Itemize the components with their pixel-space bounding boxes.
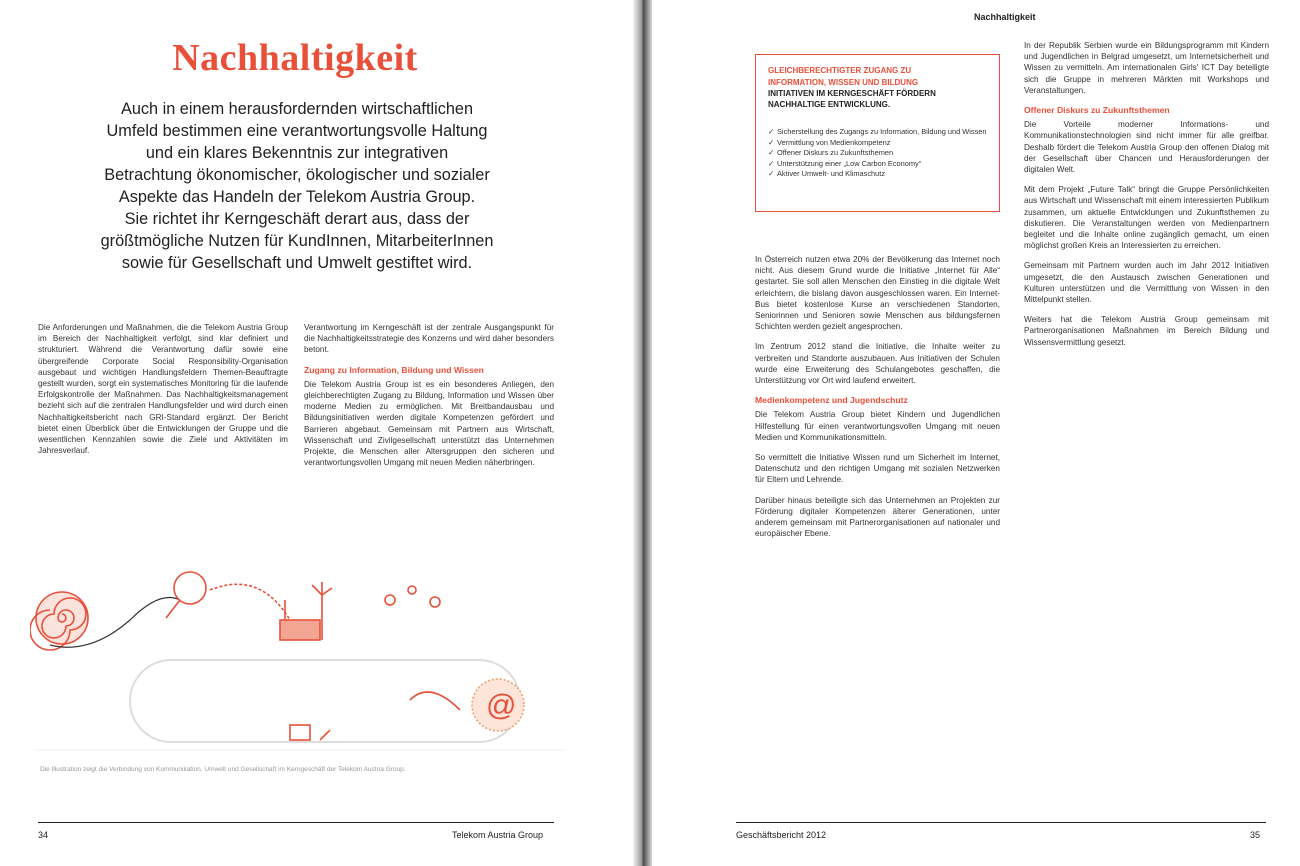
illustration-caption: Die Illustration zeigt die Verbindung von Kommunikation, Umwelt und Gesellschaft im Kerngeschäft der Telekom Austria Group.	[40, 766, 406, 773]
lead-line: Auch in einem herausfordernden wirtschaftlichen	[120, 100, 474, 118]
svg-text:@: @	[486, 689, 517, 722]
highlight-box	[755, 54, 1000, 212]
list-item: ✓ Sicherstellung des Zugangs zu Information, Bildung und Wissen	[768, 127, 987, 136]
check-icon: ✓	[768, 148, 775, 157]
connection-path	[410, 692, 460, 710]
list-item: ✓ Vermittlung von Medienkompetenz	[768, 137, 891, 147]
lead-line: Betrachtung ökonomischer, ökologischer und sozialer	[104, 166, 490, 184]
body-paragraph: Darüber hinaus beteiligte sich das Unternehmen an Projekten zur Förderung digitaler Kompetenzen älterer Generationen, unter anderem gemeinsam mit Partnerorganisationen auf nationaler und europäischer Ebene.	[755, 495, 1000, 539]
magnifier-icon	[166, 572, 206, 618]
sustainability-illustration	[30, 560, 570, 765]
city-icon	[290, 725, 330, 740]
at-sign-icon	[472, 679, 524, 731]
footer-report: Geschäftsbericht 2012	[736, 830, 827, 840]
body-paragraph: Im Zentrum 2012 stand die Initiative, die Inhalte weiter zu verbreiten und Standorte auszubauen. Aus Initiativen der Schulen wurde eine Erweiterung des Schulangebotes geschaffen, die Unterstützung vor Ort wird laufend erweitert.	[755, 342, 1000, 386]
lead-line: sowie für Gesellschaft und Umwelt gestiftet wird.	[121, 254, 473, 272]
body-paragraph: Die Anforderungen und Maßnahmen, die die Telekom Austria Group im Bereich der Nachhaltigkeit verfolgt, sind klar definiert und strukturiert. Während die Verantwortung dafür sowie eine übergreifende Corporate Social Responsibility-Organisation ausgebaut und wichtigen Handlungsfeldern Themen-Beauftragte gestellt wurden, sorgt ein systematisches Monitoring für die laufende Erfolgskontrolle der Maßnahmen. Das Nachhaltigkeitsmanagement bezieht sich auf die zentralen Handlungsfelder und wird durch einen Nachhaltigkeitsbericht nach GRI-Standard ergänzt. Der Bericht bietet einen Überblick über die Entwicklungen der Gruppe und die wesentlichen Kennzahlen sowie die Ziele und Aktivitäten im Jahresverlauf.	[38, 323, 288, 456]
list-item: ✓ Aktiver Umwelt- und Klimaschutz	[768, 169, 886, 178]
list-item: ✓ Offener Diskurs zu Zukunftsthemen	[768, 148, 894, 157]
lead-line: Umfeld bestimmen eine verantwortungsvolle Haltung	[106, 122, 488, 140]
body-paragraph: Die Telekom Austria Group ist es ein besonderes Anliegen, den gleichberechtigten Zugang zu Bildung, Information und Wissen über moderne Medien zu ermöglichen. Mit Breitbandausbau und Bildungsinitiativen werden digitale Kompetenzen gefördert und Barrieren abgebaut. Gemeinsam mit Partnern aus Wirtschaft, Wissenschaft und Zivilgesellschaft unterstützt das Unternehmen Projekte, die Menschen aller Altersgruppen den sicheren und verantwortungsvollen Umgang mit neuen Medien näherbringen.	[304, 379, 554, 468]
body-paragraph: Die Vorteile moderner Informations- und Kommunikationstechnologien sind nicht immer für alle greifbar. Deshalb fördert die Telekom Austria Group den offenen Dialog mit der Gesellschaft über Chancen und Herausforderungen der digitalen Welt.	[1024, 120, 1269, 175]
lead-paragraph	[62, 98, 532, 274]
lead-line: Aspekte das Handeln der Telekom Austria Group.	[118, 188, 476, 206]
body-paragraph: Gemeinsam mit Partnern wurden auch im Jahr 2012 Initiativen umgesetzt, die den Austausch zwischen Generationen und Kulturen unterstützen und die Vermittlung von Wissen in den Mittelpunkt stellen.	[1024, 261, 1269, 305]
box-heading: INFORMATION, WISSEN UND BILDUNG	[768, 78, 919, 87]
section-heading: Zugang zu Information, Bildung und Wissen	[304, 364, 484, 375]
checklist	[768, 127, 987, 180]
book-spine	[633, 0, 652, 866]
body-paragraph: In der Republik Serbien wurde ein Bildungsprogramm mit Kindern und Jugendlichen in Belgrad umgesetzt, um Internetsicherheit und Wissen zu vermitteln. Am internationalen Girls' ICT Day beteiligte sich die Gruppe in mehreren Märkten mit Workshops und Veranstaltungen.	[1024, 41, 1269, 95]
balloon-icons	[385, 586, 440, 607]
check-icon: ✓	[768, 137, 775, 147]
body-paragraph: So vermittelt die Initiative Wissen rund um Sicherheit im Internet, Datenschutz und den richtigen Umgang mit sozialen Netzwerken für Eltern und Lehrende.	[755, 453, 1000, 485]
section-heading: Medienkompetenz und Jugendschutz	[755, 395, 908, 406]
body-paragraph: Die Telekom Austria Group bietet Kindern und Jugendlichen Hilfestellung für einen verantwortungsvollen Umgang mit neuen Medien und Kommunikationsmitteln.	[755, 410, 1000, 442]
page-number: 34	[38, 830, 49, 840]
body-paragraph: In Österreich nutzen etwa 20% der Bevölkerung das Internet noch nicht. Aus diesem Grund wurde die Initiative „Internet für Alle“ gestartet. Sie soll allen Menschen den Einstieg in die digitale Welt erleichtern, die bislang davon ausgeschlossen waren. Ein Internet-Bus bietet kostenlose Kurse an verschiedenen Standorten, Seniorinnen und Senioren sowie Menschen aus bildungsfernen Schichten werden gezielt angesprochen.	[755, 255, 1000, 332]
box-heading: GLEICHBERECHTIGTER ZUGANG ZU	[768, 66, 912, 75]
footer-company: Telekom Austria Group	[452, 830, 544, 840]
page-title: Nachhaltigkeit	[172, 37, 418, 79]
right-page	[652, 0, 1300, 866]
lead-line: und ein klares Bekenntnis zur integrativen	[145, 144, 449, 162]
footer-divider	[38, 822, 554, 823]
footer-divider	[736, 822, 1266, 823]
body-paragraph: Weiters hat die Telekom Austria Group gemeinsam mit Partnerorganisationen Maßnahmen im Bereich Bildung und Wissensvermittlung gesetzt.	[1024, 315, 1269, 347]
check-icon: ✓	[768, 158, 775, 168]
body-paragraph: Mit dem Projekt „Future Talk“ bringt die Gruppe Persönlichkeiten aus Wirtschaft und Wissenschaft mit einem interessierten Publikum zusammen, um aktuelle Entwicklungen und Zukunftsthemen zu diskutieren. Die Veranstaltungen werden von Medienpartnern begleitet und die Inhalte online zugänglich gemacht, um einen möglichst großen Kreis an Interessierten zu erreichen.	[1024, 185, 1269, 251]
factory-icon	[280, 600, 320, 640]
text-column-1	[38, 322, 288, 465]
lead-line: größtmögliche Nutzen für KundInnen, MitarbeiterInnen	[100, 232, 494, 250]
check-icon: ✓	[768, 169, 775, 178]
text-column-2	[304, 322, 554, 477]
section-heading: Offener Diskurs zu Zukunftsthemen	[1024, 105, 1170, 116]
running-head: Nachhaltigkeit	[974, 12, 1036, 22]
body-paragraph: Verantwortung im Kerngeschäft ist der zentrale Ausgangspunkt für die Nachhaltigkeitsstrategie des Konzerns und wird daher besonders betont.	[304, 323, 554, 355]
box-subheading: NACHHALTIGE ENTWICKLUNG.	[768, 100, 891, 109]
page-number: 35	[1250, 830, 1261, 840]
spiral-icon	[30, 592, 88, 650]
road-loop	[130, 660, 520, 742]
lead-line: Sie richtet ihr Kerngeschäft derart aus, dass der	[124, 210, 470, 228]
check-icon: ✓	[768, 127, 775, 136]
connection-path	[210, 584, 290, 620]
left-page	[0, 0, 633, 866]
text-column-1	[755, 254, 1000, 548]
text-column-2	[1024, 40, 1269, 357]
box-subheading: INITIATIVEN IM KERNGESCHÄFT FÖRDERN	[768, 89, 936, 98]
list-item: ✓ Unterstützung einer „Low Carbon Economy“	[768, 158, 922, 168]
